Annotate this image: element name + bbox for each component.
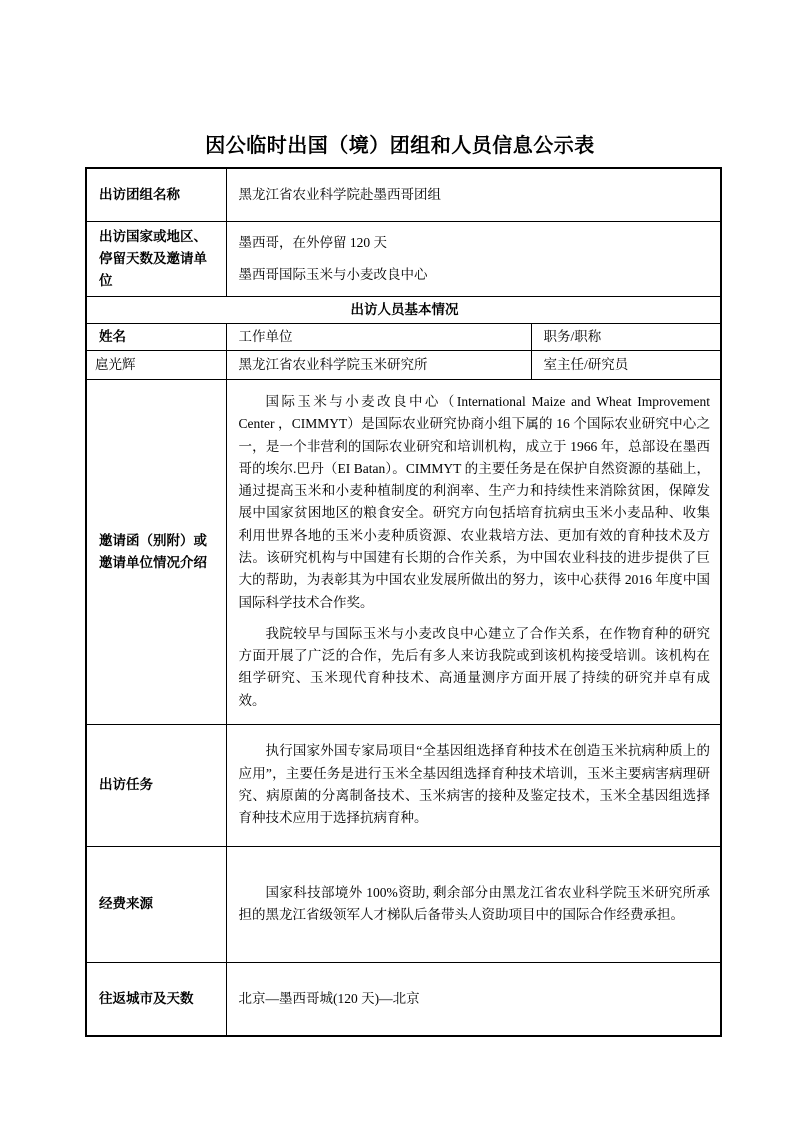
funding-text: 国家科技部境外 100%资助, 剩余部分由黑龙江省农业科学院玉米研究所承担的黑龙江省级领军人才梯队后备带头人资助项目中的国际合作经费承担。 [238, 884, 710, 922]
info-table [85, 167, 722, 1037]
destination-value [226, 221, 721, 296]
invitation-paragraph-1: 国际玉米与小麦改良中心（International Maize and Wheat Improvement Center ，CIMMYT）是国际农业研究协商小组下属的 16 个国际农业研究中心之一，是一个非营利的国际农业研究和培训机构，成立于 1966 年，总部设在墨西哥的埃尔.巴丹（EI Batan）。CIMMYT 的主要任务是在保护自然资源的基础上，通过提高玉米和小麦种植制度的利润率、生产力和持续性来消除贫困，保障发展中国家贫困地区的粮食安全。研究方向包括培育抗病虫玉米小麦品种、收集利用世界各地的玉米小麦种质资源、农业栽培方法、更加有效的育种技术及方法。该研究机构与中国建有长期的合作关系，为中国农业科技的进步提供了巨大的帮助，为表彰其为中国农业发展所做出的努力，该中心获得 2016 年度中国国际科学技术合作奖。 [238, 393, 710, 610]
mission-label: 出访任务 [86, 724, 226, 846]
group-name-label: 出访团组名称 [86, 168, 226, 221]
personnel-col-unit: 工作单位 [226, 323, 531, 350]
table-row-personnel [86, 350, 721, 379]
row-funding [86, 846, 721, 962]
row-personnel-header [86, 323, 721, 350]
destination-line-1: 墨西哥，在外停留 120 天 [238, 234, 387, 250]
funding-label: 经费来源 [86, 846, 226, 962]
invitation-text [226, 379, 721, 724]
row-group-name [86, 168, 721, 221]
group-name-value: 黑龙江省农业科学院赴墨西哥团组 [226, 168, 721, 221]
row-invitation [86, 379, 721, 724]
destination-label: 出访国家或地区、停留天数及邀请单位 [86, 221, 226, 296]
row-mission [86, 724, 721, 846]
personnel-col-title: 职务/职称 [531, 323, 721, 350]
invitation-paragraph-2: 我院较早与国际玉米与小麦改良中心建立了合作关系，在作物育种的研究方面开展了广泛的合作，先后有多人来访我院或到该机构接受培训。该机构在组学研究、玉米现代育种技术、高通量测序方面开展了持续的研究并卓有成效。 [238, 625, 710, 708]
mission-text-cell [226, 724, 721, 846]
page-title: 因公临时出国（境）团组和人员信息公示表 [205, 135, 595, 157]
personnel-name: 扈光辉 [86, 350, 226, 379]
row-itinerary [86, 962, 721, 1036]
itinerary-value: 北京—墨西哥城(120 天)—北京 [226, 962, 721, 1036]
personnel-unit: 黑龙江省农业科学院玉米研究所 [226, 350, 531, 379]
destination-line-2: 墨西哥国际玉米与小麦改良中心 [238, 266, 428, 282]
itinerary-label: 往返城市及天数 [86, 962, 226, 1036]
personnel-col-name: 姓名 [86, 323, 226, 350]
row-personnel-section [86, 296, 721, 323]
mission-text: 执行国家外国专家局项目“全基因组选择育种技术在创造玉米抗病种质上的应用”，主要任务是进行玉米全基因组选择育种技术培训，玉米主要病害病理研究、病原菌的分离制备技术、玉米病害的接种及鉴定技术，玉米全基因组选择育种技术应用于选择抗病育种。 [238, 743, 710, 826]
funding-text-cell [226, 846, 721, 962]
invitation-label: 邀请函（别附）或邀请单位情况介绍 [86, 379, 226, 724]
personnel-section-title: 出访人员基本情况 [86, 296, 721, 323]
row-destination [86, 221, 721, 296]
personnel-title: 室主任/研究员 [531, 350, 721, 379]
